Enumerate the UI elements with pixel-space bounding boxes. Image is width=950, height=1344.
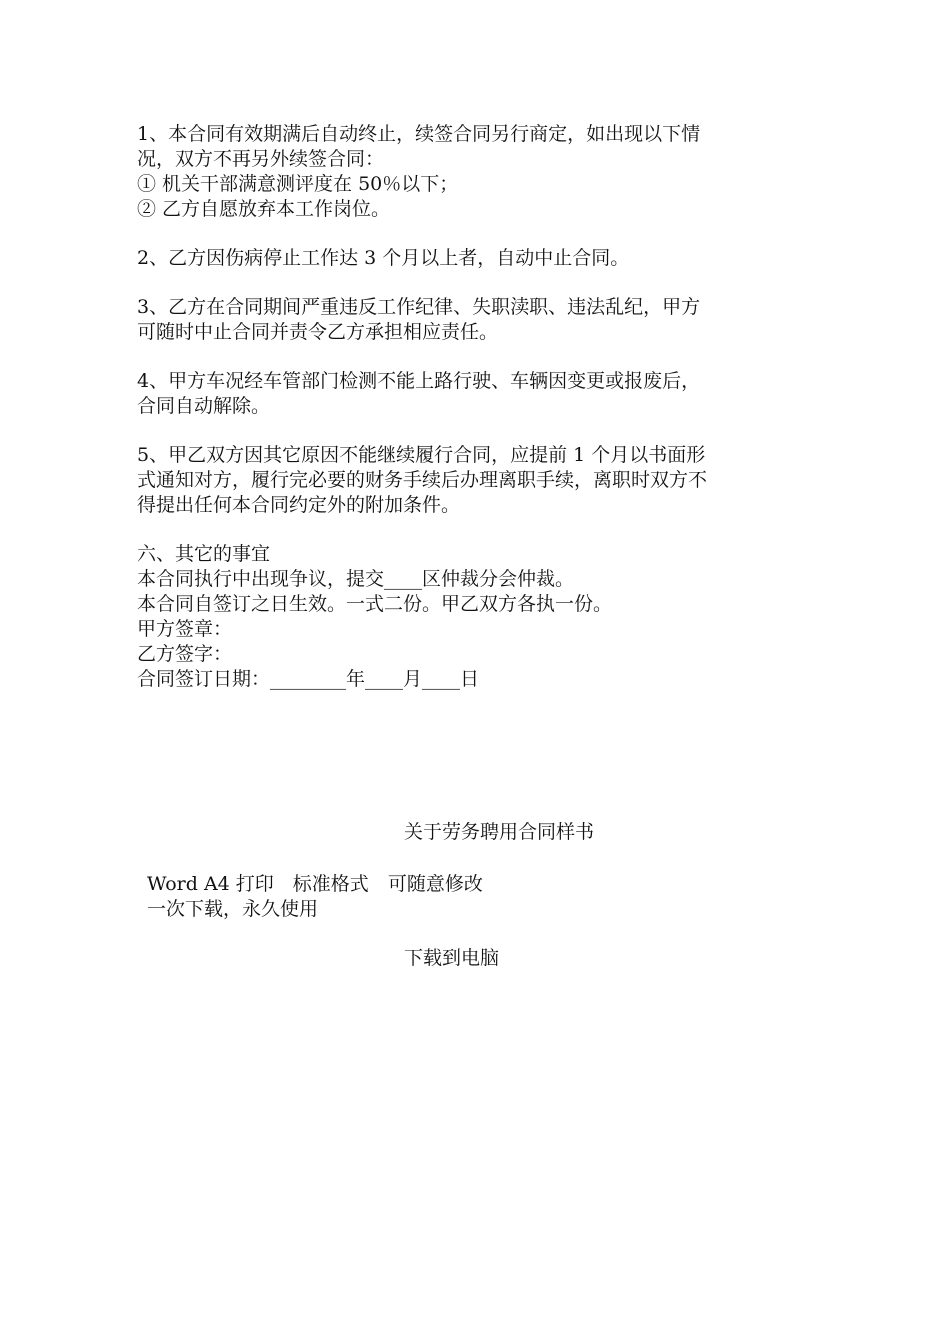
promo-usage: 一次下载，永久使用 — [147, 898, 319, 920]
promo-features: Word A4 打印 标准格式 可随意修改 — [147, 873, 483, 895]
clause-4 — [137, 369, 817, 419]
section-6-heading: 六、其它的事宜 — [137, 543, 271, 565]
paragraph-gap — [137, 271, 817, 295]
paragraph-gap — [137, 419, 817, 443]
clause-2-line-1: 2、乙方因伤病停止工作达 3 个月以上者，自动中止合同。 — [137, 247, 630, 269]
clause-3-line-1: 3、乙方在合同期间严重违反工作纪律、失职渎职、违法乱纪，甲方 — [137, 296, 701, 318]
clause-1-item-2: ② 乙方自愿放弃本工作岗位。 — [137, 198, 391, 220]
party-b-signature-label: 乙方签字： — [137, 643, 233, 665]
clause-5-line-1: 5、甲乙双方因其它原因不能继续履行合同，应提前 1 个月以书面形 — [137, 444, 706, 466]
promo-title: 关于劳务聘用合同样书 — [404, 821, 595, 843]
clause-4-line-2: 合同自动解除。 — [137, 395, 271, 417]
section-6 — [137, 542, 817, 692]
clause-5-line-2: 式通知对方，履行完必要的财务手续后办理离职手续，离职时双方不 — [137, 469, 708, 491]
sign-date-line: 合同签订日期：________年____月____日 — [137, 668, 480, 690]
arbitration-text: 本合同执行中出现争议，提交____区仲裁分会仲裁。 — [137, 568, 575, 590]
clause-1-item-1: ① 机关干部满意测评度在 50％以下； — [137, 173, 459, 195]
clause-5 — [137, 443, 817, 518]
clause-2 — [137, 246, 817, 271]
clause-4-line-1: 4、甲方车况经车管部门检测不能上路行驶、车辆因变更或报废后， — [137, 370, 701, 392]
clause-3-line-2: 可随时中止合同并责令乙方承担相应责任。 — [137, 321, 499, 343]
effective-text: 本合同自签订之日生效。一式二份。甲乙双方各执一份。 — [137, 593, 613, 615]
party-a-signature-label: 甲方签章： — [137, 618, 233, 640]
paragraph-gap — [137, 345, 817, 369]
clause-5-line-3: 得提出任何本合同约定外的附加条件。 — [137, 494, 461, 516]
paragraph-gap — [137, 222, 817, 246]
clause-1 — [137, 122, 817, 222]
paragraph-gap — [137, 518, 817, 542]
clause-1-line-2: 况，双方不再另外续签合同： — [137, 148, 385, 170]
clause-1-line-1: 1、本合同有效期满后自动终止，续签合同另行商定，如出现以下情 — [137, 123, 701, 145]
contract-body — [137, 122, 817, 692]
download-link[interactable]: 下载到电脑 — [404, 947, 500, 969]
clause-3 — [137, 295, 817, 345]
